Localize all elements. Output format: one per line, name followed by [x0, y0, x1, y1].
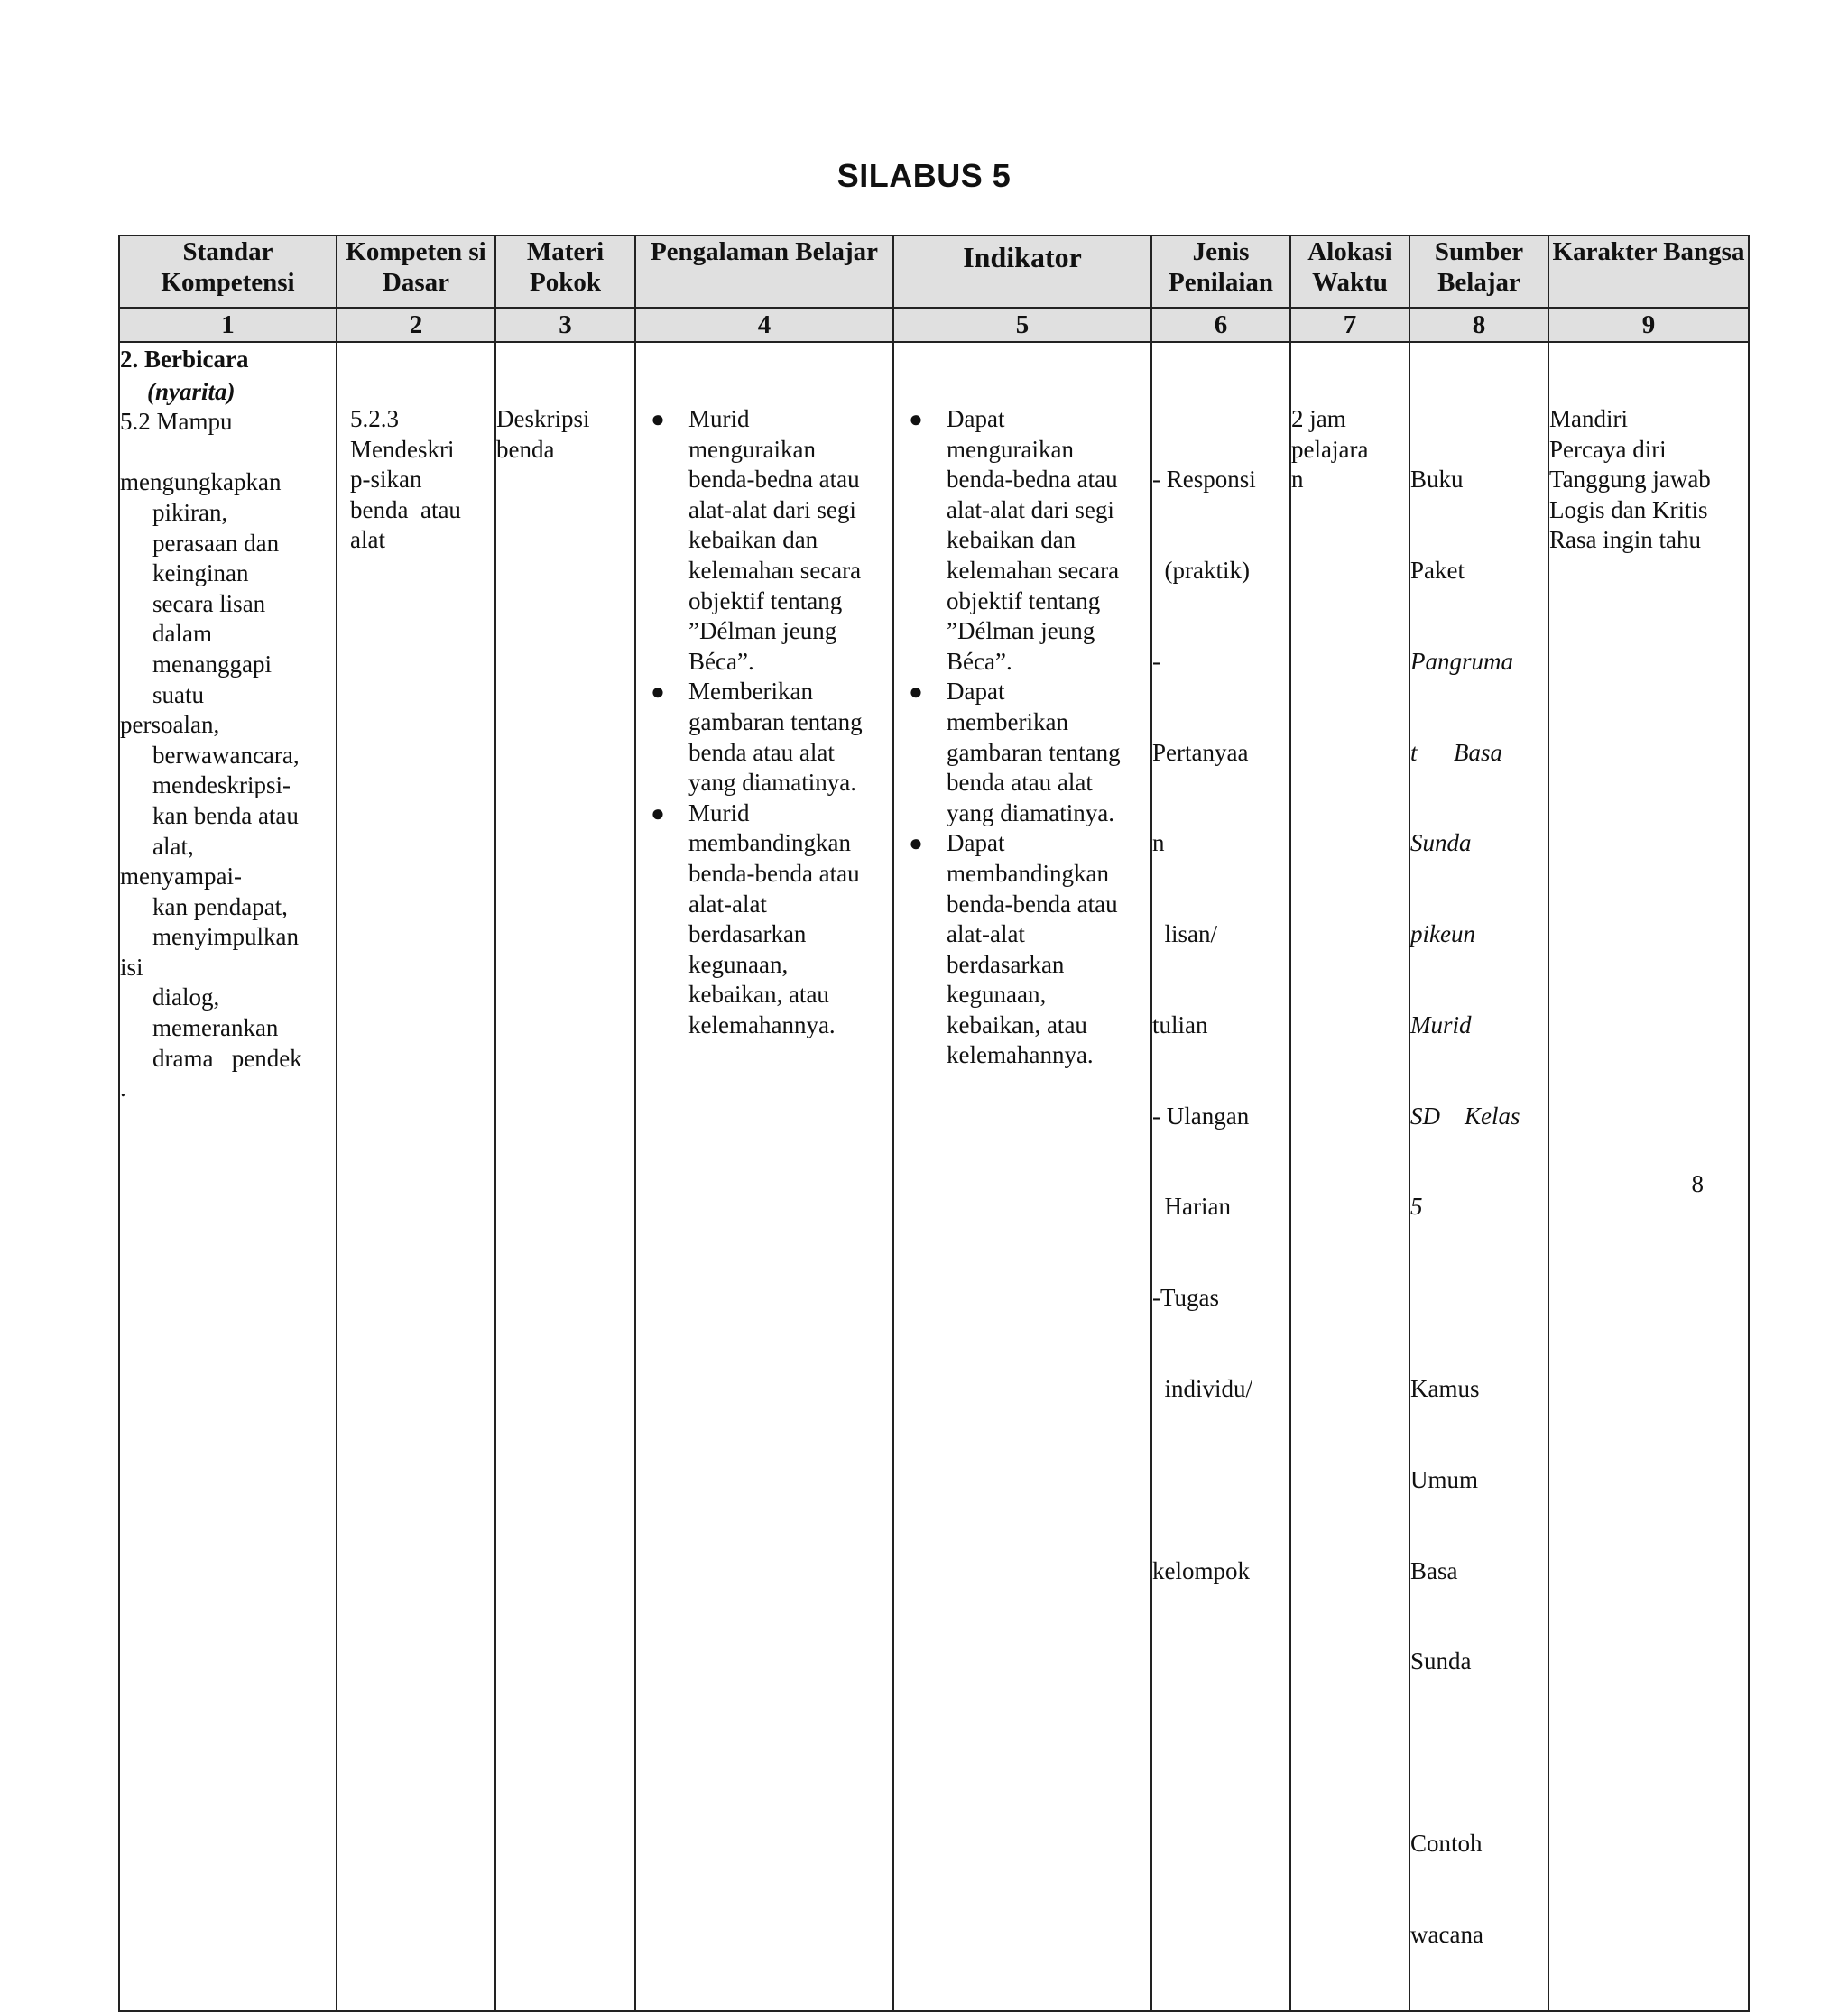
mp-line: benda	[496, 435, 555, 463]
jp-line: Pertanyaa	[1152, 738, 1249, 766]
pb-line: yang diamatinya.	[688, 769, 856, 797]
header-sumber-belajar: Sumber Belajar	[1409, 235, 1548, 308]
sk-heading: 2. Berbicara	[120, 346, 249, 373]
sb-line: 5	[1410, 1193, 1423, 1221]
kd-line: benda atau	[350, 495, 461, 523]
sk-line: memerankan	[152, 1014, 279, 1042]
header-pengalaman-belajar: Pengalaman Belajar	[635, 235, 893, 308]
column-number: 5	[893, 308, 1151, 342]
sk-line: menanggapi	[152, 650, 272, 678]
pb-line: ”Délman jeung	[688, 617, 837, 645]
sb-line: t Basa	[1410, 738, 1503, 766]
pengalaman-item	[649, 677, 885, 798]
pb-line: benda atau alat	[688, 738, 835, 766]
column-number: 6	[1151, 308, 1290, 342]
ind-line: kegunaan,	[947, 981, 1047, 1009]
sk-line: persoalan,	[120, 711, 220, 739]
jp-line: -	[1152, 647, 1160, 675]
page-title: SILABUS 5	[836, 157, 1012, 194]
pb-line: kebaikan dan	[688, 526, 818, 554]
sb-line: Murid	[1410, 1011, 1472, 1038]
ind-line: ”Délman jeung	[947, 617, 1095, 645]
sk-line: dalam	[152, 620, 212, 648]
pb-line: kegunaan,	[688, 950, 789, 978]
aw-line: 2 jam	[1291, 405, 1346, 432]
ind-line: membandingkan	[947, 859, 1109, 887]
ind-line: Béca”.	[947, 647, 1012, 675]
column-number: 7	[1290, 308, 1409, 342]
pb-line: kelemahan secara	[688, 556, 862, 584]
jp-line	[1152, 1465, 1289, 1496]
column-number: 4	[635, 308, 893, 342]
pb-line: benda-benda atau	[688, 859, 860, 887]
header-row	[119, 235, 1749, 308]
sb-line: Paket	[1410, 556, 1465, 584]
pengalaman-item	[649, 404, 885, 677]
kb-line: Tanggung jawab	[1549, 466, 1711, 494]
aw-line: n	[1291, 466, 1304, 494]
ind-line: kebaikan, atau	[947, 1011, 1087, 1038]
indikator-item	[907, 677, 1143, 828]
ind-line: yang diamatinya.	[947, 798, 1114, 826]
sk-line: secara lisan	[152, 589, 266, 617]
bullet-icon: ●	[909, 678, 923, 706]
pb-line: Béca”.	[688, 647, 754, 675]
jp-line: n	[1152, 829, 1165, 857]
header-jenis-penilaian: Jenis Penilaian	[1151, 235, 1290, 308]
kb-line: Mandiri	[1549, 405, 1628, 432]
sk-line: dialog,	[152, 983, 220, 1011]
kb-line: Percaya diri	[1549, 435, 1667, 463]
bullet-icon: ●	[909, 830, 923, 857]
column-number: 9	[1548, 308, 1749, 342]
bullet-icon: ●	[651, 799, 665, 826]
column-number-row	[119, 308, 1749, 342]
ind-line: kelemahan secara	[947, 556, 1120, 584]
ind-line: benda-bedna atau	[947, 466, 1118, 494]
pb-line: kebaikan, atau	[688, 981, 829, 1009]
sk-line: .	[120, 1075, 126, 1103]
jp-line: tulian	[1152, 1011, 1208, 1038]
bullet-icon: ●	[909, 406, 923, 432]
sk-line: perasaan dan	[152, 529, 280, 557]
bullet-icon: ●	[651, 406, 665, 432]
sk-line: pikiran,	[152, 498, 228, 526]
cell-pengalaman-belajar	[635, 342, 893, 2011]
sk-line: menyampai-	[120, 863, 242, 891]
jp-line: lisan/	[1152, 920, 1217, 948]
ind-line: alat-alat	[947, 920, 1025, 948]
ind-line: kebaikan dan	[947, 526, 1076, 554]
pb-line: gambaran tentang	[688, 707, 863, 735]
sb-line: SD Kelas	[1410, 1102, 1520, 1130]
ind-line: berdasarkan	[947, 950, 1065, 978]
sb-line: Buku	[1410, 466, 1464, 494]
sk-subheading	[120, 377, 336, 408]
sb-line	[1410, 1283, 1548, 1314]
sb-line: pikeun	[1410, 920, 1475, 948]
aw-line: pelajara	[1291, 435, 1369, 463]
ind-line: gambaran tentang	[947, 738, 1121, 766]
sk-line: kan benda atau	[152, 801, 299, 829]
sk-line	[120, 438, 336, 468]
sk-line: mendeskripsi-	[152, 771, 291, 799]
pb-line: alat-alat dari segi	[688, 495, 856, 523]
content-row	[119, 342, 1749, 2011]
kd-line: 5.2.3	[350, 405, 399, 432]
jp-line: individu/	[1152, 1375, 1253, 1402]
header-kompetensi-dasar: Kompeten si Dasar	[337, 235, 495, 308]
page-number: 8	[1691, 1170, 1704, 1197]
header-materi-pokok: Materi Pokok	[495, 235, 635, 308]
cell-kompetensi-dasar	[337, 342, 495, 2011]
ind-line: Dapat	[947, 678, 1005, 706]
pb-line: Murid	[688, 798, 750, 826]
pengalaman-list	[636, 404, 892, 1040]
sb-line: Sunda	[1410, 1647, 1472, 1675]
sk-line: alat,	[152, 832, 194, 860]
sb-line: Pangruma	[1410, 647, 1513, 675]
sk-line: keinginan	[152, 559, 249, 587]
header-indikator: Indikator	[893, 235, 1151, 308]
sb-line: Umum	[1410, 1465, 1479, 1493]
indikator-list	[894, 404, 1150, 1071]
cell-jenis-penilaian	[1151, 342, 1290, 2011]
kb-line: Rasa ingin tahu	[1549, 526, 1701, 554]
cell-indikator	[893, 342, 1151, 2011]
jp-line: kelompok	[1152, 1556, 1250, 1584]
ind-line: objektif tentang	[947, 586, 1101, 614]
sk-line: 5.2 Mampu	[120, 408, 233, 436]
header-standar-kompetensi: Standar Kompetensi	[119, 235, 337, 308]
syllabus-table	[118, 235, 1750, 2012]
column-number: 1	[119, 308, 337, 342]
pb-line: menguraikan	[688, 435, 816, 463]
kd-line: p-sikan	[350, 466, 422, 494]
ind-line: Dapat	[947, 829, 1005, 857]
pb-line: membandingkan	[688, 829, 851, 857]
ind-line: Dapat	[947, 405, 1005, 432]
kd-line: Mendeskri	[350, 435, 455, 463]
pengalaman-item	[649, 798, 885, 1041]
sk-line: menyimpulkan	[152, 923, 299, 951]
jp-line: - Ulangan	[1152, 1102, 1250, 1130]
ind-line: benda-benda atau	[947, 890, 1118, 918]
pb-line: kelemahannya.	[688, 1011, 836, 1038]
bullet-icon: ●	[651, 678, 665, 706]
pb-line: Memberikan	[688, 678, 813, 706]
sb-line: Basa	[1410, 1556, 1458, 1584]
column-number: 2	[337, 308, 495, 342]
cell-karakter-bangsa	[1548, 342, 1749, 2011]
sk-line: berwawancara,	[152, 741, 300, 769]
jp-line: Harian	[1152, 1193, 1231, 1221]
pb-line: benda-bedna atau	[688, 466, 860, 494]
cell-standar-kompetensi	[119, 342, 337, 2011]
sk-line: suatu	[152, 680, 204, 708]
ind-line: kelemahannya.	[947, 1041, 1094, 1069]
jp-line: - Responsi	[1152, 466, 1256, 494]
sb-line: Contoh	[1410, 1829, 1483, 1857]
ind-line: benda atau alat	[947, 769, 1093, 797]
cell-alokasi-waktu	[1290, 342, 1409, 2011]
mp-line: Deskripsi	[496, 405, 590, 432]
sb-line: Kamus	[1410, 1375, 1480, 1402]
ind-line: menguraikan	[947, 435, 1074, 463]
sb-line	[1410, 1738, 1548, 1768]
pb-line: alat-alat	[688, 890, 767, 918]
indikator-item	[907, 828, 1143, 1071]
sk-line: kan pendapat,	[152, 892, 288, 920]
pb-line: objektif tentang	[688, 586, 843, 614]
column-number: 3	[495, 308, 635, 342]
pb-line: Murid	[688, 405, 750, 432]
sb-line: wacana	[1410, 1920, 1483, 1948]
kb-line: Logis dan Kritis	[1549, 495, 1708, 523]
kd-line: alat	[350, 526, 385, 554]
column-number: 8	[1409, 308, 1548, 342]
sk-line: isi	[120, 953, 143, 981]
sk-subheading-text: (nyarita)	[147, 377, 236, 405]
pb-line: berdasarkan	[688, 920, 807, 948]
ind-line: alat-alat dari segi	[947, 495, 1114, 523]
sb-line: Sunda	[1410, 829, 1472, 857]
jp-line: (praktik)	[1152, 556, 1250, 584]
cell-materi-pokok	[495, 342, 635, 2011]
cell-sumber-belajar	[1409, 342, 1548, 2011]
header-karakter-bangsa: Karakter Bangsa	[1548, 235, 1749, 308]
sk-line: mengungkapkan	[120, 468, 282, 496]
ind-line: memberikan	[947, 707, 1068, 735]
sk-line: drama pendek	[152, 1044, 302, 1072]
jp-line: -Tugas	[1152, 1284, 1220, 1312]
indikator-item	[907, 404, 1143, 677]
header-alokasi-waktu: Alokasi Waktu	[1290, 235, 1409, 308]
